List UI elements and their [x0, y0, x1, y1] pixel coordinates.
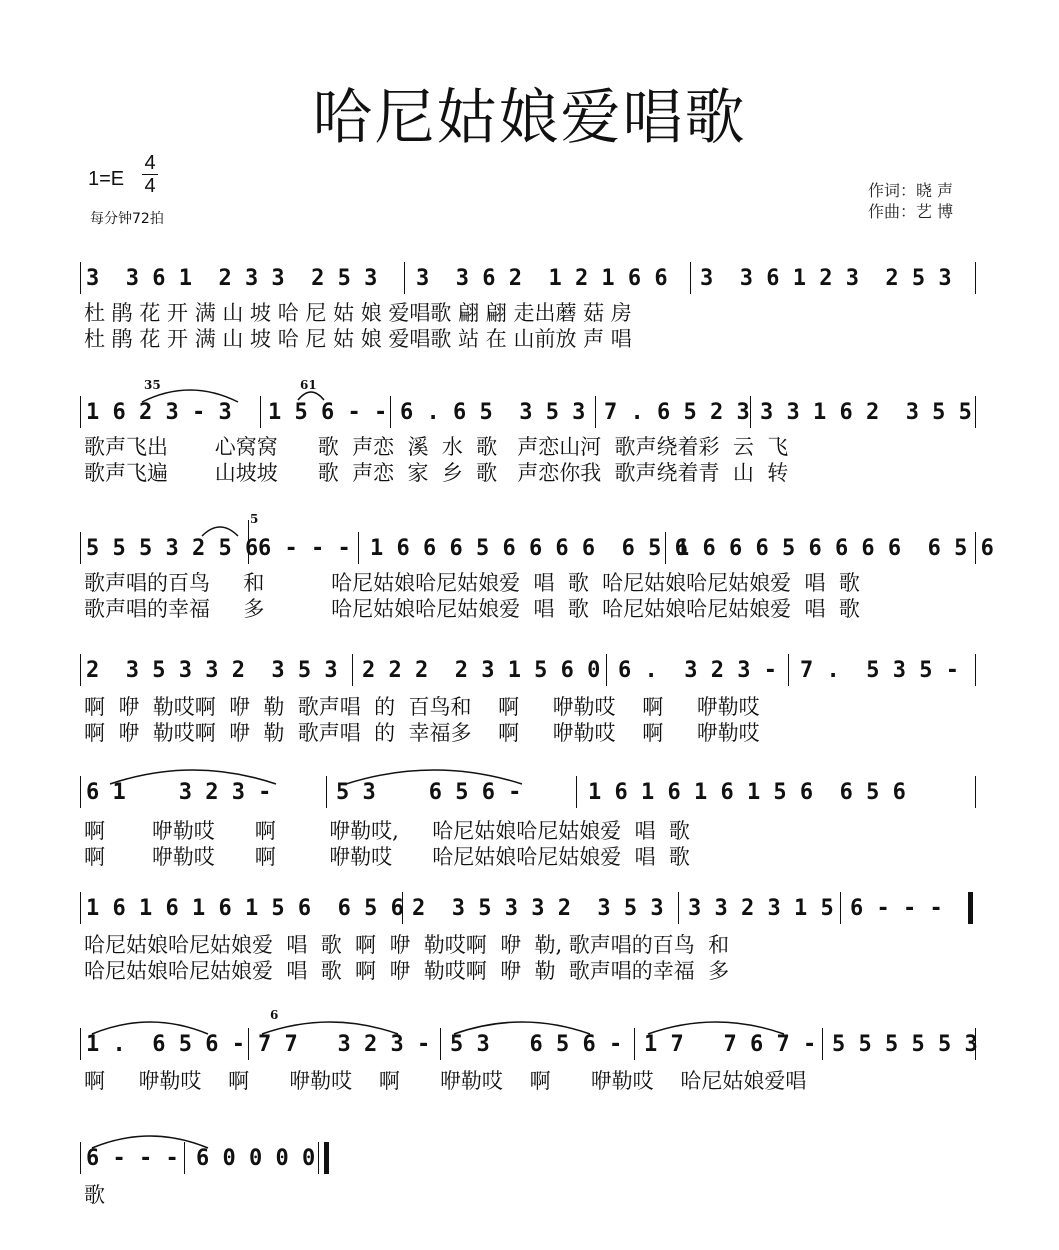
lyrics-verse-2: 啊 咿勒哎 啊 咿勒哎 哈尼姑娘哈尼姑娘爱 唱 歌 [84, 845, 690, 869]
grace-note: 61 [300, 378, 317, 392]
lyrics-verse-1: 哈尼姑娘哈尼姑娘爱 唱 歌 啊 咿 勒哎啊 咿 勒, 歌声唱的百鸟 和 [84, 933, 730, 957]
barline [975, 262, 976, 294]
song-title: 哈尼姑娘爱唱歌 [312, 83, 747, 153]
measure: 5 5 5 5 5 3 [832, 1032, 978, 1057]
measure: 3 3 6 1 2 3 3 2 5 3 [86, 266, 378, 291]
measure: 1 7 7 6 7 - [644, 1032, 817, 1057]
measure: 2 3 5 3 3 2 3 5 3 [412, 896, 664, 921]
barline [80, 1142, 81, 1174]
measure: 6 - - - [258, 536, 351, 561]
measure: 1 6 1 6 1 6 1 5 6 6 5 6 [588, 780, 906, 805]
grace-note: 6 [270, 1008, 279, 1022]
lyrics-verse-1: 杜 鹃 花 开 满 山 坡 哈 尼 姑 娘 爱唱歌 翩 翩 走出蘑 菇 房 [84, 301, 632, 325]
measure: 6 . 3 2 3 - [618, 658, 777, 683]
barline [260, 396, 261, 428]
barline [80, 396, 81, 428]
barline [390, 396, 391, 428]
measure: 1 6 1 6 1 6 1 5 6 6 5 6 [86, 896, 404, 921]
measure: 3 3 2 3 1 5 [688, 896, 834, 921]
barline [606, 654, 607, 686]
lyrics-verse-2: 啊 咿 勒哎啊 咿 勒 歌声唱 的 幸福多 啊 咿勒哎 啊 咿勒哎 [84, 721, 760, 745]
measure: 7 . 5 3 5 - [800, 658, 959, 683]
barline [975, 654, 976, 686]
barline [248, 520, 249, 564]
lyrics-verse-2: 杜 鹃 花 开 满 山 坡 哈 尼 姑 娘 爱唱歌 站 在 山前放 声 唱 [84, 327, 632, 351]
measure: 3 3 1 6 2 3 5 5 [760, 400, 972, 425]
barline [822, 1028, 823, 1060]
credits [868, 180, 953, 222]
barline [634, 1028, 635, 1060]
lyrics-verse-1: 啊 咿勒哎 啊 咿勒哎 啊 咿勒哎 啊 咿勒哎 哈尼姑娘爱唱 [84, 1069, 807, 1093]
lyricist: 作词：晓 声 [868, 181, 954, 200]
measure: 7 7 3 2 3 - [258, 1032, 431, 1057]
measure: 2 3 5 3 3 2 3 5 3 [86, 658, 338, 683]
barline [80, 892, 81, 924]
lyrics-verse-2: 歌声飞遍 山坡坡 歌 声恋 家 乡 歌 声恋你我 歌声绕着青 山 转 [84, 461, 789, 485]
key-signature: 1=E [88, 168, 125, 190]
lyrics-verse-1: 啊 咿勒哎 啊 咿勒哎, 哈尼姑娘哈尼姑娘爱 唱 歌 [84, 819, 690, 843]
barline [975, 396, 976, 428]
measure: 1 6 2 3 - 3 [86, 400, 232, 425]
measure: 6 0 0 0 0 [196, 1146, 316, 1171]
barline [352, 654, 353, 686]
measure: 1 6 6 6 5 6 6 6 6 6 5 6 [370, 536, 688, 561]
measure: 1 . 6 5 6 - [86, 1032, 245, 1057]
lyrics-verse-1: 啊 咿 勒哎啊 咿 勒 歌声唱 的 百鸟和 啊 咿勒哎 啊 咿勒哎 [84, 695, 760, 719]
tempo-marking: 每分钟72拍 [90, 211, 164, 227]
repeat-barline [968, 892, 973, 924]
barline [80, 776, 81, 808]
barline [840, 892, 841, 924]
measure: 1 5 6 - - [268, 400, 388, 425]
measure: 5 3 6 5 6 - [450, 1032, 623, 1057]
barline [248, 1028, 249, 1060]
barline [750, 396, 751, 428]
final-barline [324, 1142, 329, 1174]
meter-top: 4 [144, 152, 156, 174]
barline [576, 776, 577, 808]
lyrics-verse-1: 歌声唱的百鸟 和 哈尼姑娘哈尼姑娘爱 唱 歌 哈尼姑娘哈尼姑娘爱 唱 歌 [84, 571, 860, 595]
barline [80, 654, 81, 686]
lyrics-verse-1: 歌声飞出 心窝窝 歌 声恋 溪 水 歌 声恋山河 歌声绕着彩 云 飞 [84, 435, 789, 459]
barline [975, 1028, 976, 1060]
barline [80, 532, 81, 564]
barline [326, 776, 327, 808]
grace-note: 5 [250, 512, 259, 526]
measure: 6 - - - [86, 1146, 179, 1171]
measure: 5 3 6 5 6 - [336, 780, 522, 805]
barline [80, 1028, 81, 1060]
barline [975, 532, 976, 564]
barline [788, 654, 789, 686]
lyrics-verse-2: 歌声唱的幸福 多 哈尼姑娘哈尼姑娘爱 唱 歌 哈尼姑娘哈尼姑娘爱 唱 歌 [84, 597, 860, 621]
measure: 6 . 6 5 3 5 3 [400, 400, 586, 425]
barline [665, 532, 666, 564]
meter-bottom: 4 [144, 175, 156, 197]
barline [440, 1028, 441, 1060]
barline [402, 892, 403, 924]
measure: 5 5 5 3 2 5 6 [86, 536, 259, 561]
measure: 2 2 2 2 3 1 5 6 0 [362, 658, 601, 683]
measure: 6 1 3 2 3 - [86, 780, 272, 805]
barline [318, 1142, 319, 1174]
measure: 3 3 6 1 2 3 2 5 3 [700, 266, 952, 291]
grace-note: 35 [144, 378, 161, 392]
barline [80, 262, 81, 294]
barline [975, 776, 976, 808]
barline [678, 892, 679, 924]
measure: 1 6 6 6 5 6 6 6 6 6 5 6 [676, 536, 994, 561]
lyrics-verse-2: 哈尼姑娘哈尼姑娘爱 唱 歌 啊 咿 勒哎啊 咿 勒 歌声唱的幸福 多 [84, 959, 730, 983]
barline [358, 532, 359, 564]
measure: 6 - - - [850, 896, 943, 921]
lyrics-verse-1: 歌 [84, 1183, 105, 1207]
time-signature [140, 152, 160, 197]
barline [184, 1142, 185, 1174]
barline [690, 262, 691, 294]
barline [404, 262, 405, 294]
measure: 7 . 6 5 2 3 [604, 400, 750, 425]
barline [595, 396, 596, 428]
composer: 作曲：艺 博 [868, 202, 954, 221]
measure: 3 3 6 2 1 2 1 6 6 [416, 266, 668, 291]
